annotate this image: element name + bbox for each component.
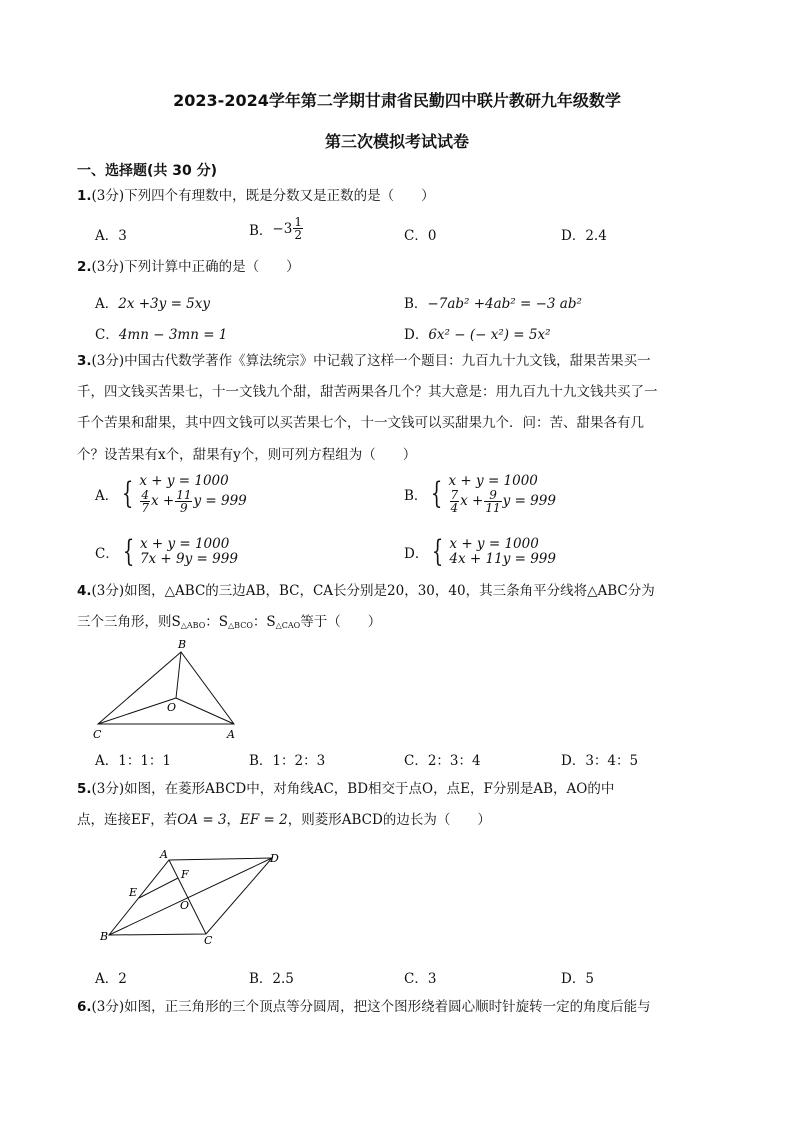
option-label: B． [249,222,273,239]
question-number: 5. [77,781,92,797]
q5-option-b: B．2.5 [249,971,294,987]
equation-system [449,474,556,514]
option-expr: −7ab² +4ab² = −3 ab² [427,296,582,312]
equation: x + y = 1000 [139,536,230,552]
subscript: △ABO [180,621,206,630]
q3-option-a [95,474,247,514]
question-text-line: 如图，正三角形的三个顶点等分圆周，把这个图形绕着圆心顺时针旋转一定的角度后能与 [124,999,651,1015]
question-number: 2. [77,259,92,275]
q2-option-d [404,323,551,343]
q3-option-c [95,534,238,569]
q5-option-c: C．3 [404,971,437,987]
equation [139,489,246,514]
segment-ef [139,878,178,898]
fraction [293,216,303,241]
label-b: B [100,930,109,943]
q1-option-b [249,216,304,241]
math-expr: OA = 3 [177,812,227,828]
question-text-line: 如图，△ABC的三边AB，BC，CA长分别是20，30，40，其三条角平分线将△ABC分为 [124,583,655,599]
option-label: B． [404,296,428,312]
label-o: O [167,701,177,714]
text-fragment: 等于（ ） [300,614,382,630]
fraction-numerator: 4 [141,488,149,502]
equation: x + y = 1000 [448,473,538,489]
question-score: (3分) [91,188,125,204]
label-c: C [93,728,102,741]
question-text-line [77,812,491,828]
q2-option-c [95,323,227,343]
q4-option-a: A．1：1：1 [95,753,172,769]
fraction-denominator: 7 [141,501,149,515]
rhombus-figure [94,846,290,948]
question-number: 4. [77,583,92,599]
question-number: 1. [77,188,92,204]
label-b: B [178,638,187,651]
label-c: C [204,934,213,947]
brace: { [432,534,444,569]
bisector-a [176,698,234,724]
option-label: D． [404,546,429,562]
question-3 [77,353,651,369]
page-subtitle: 第三次模拟考试试卷 [324,132,469,151]
fraction-denominator: 9 [180,501,188,515]
equation-system [139,474,246,514]
q4-option-b: B．1：2：3 [249,753,326,769]
option-label: A． [95,488,119,504]
question-1 [77,188,435,204]
fraction-denominator: 2 [294,228,302,242]
fraction-numerator: 1 [294,215,302,229]
option-label: D． [404,327,429,343]
bisector-c [98,698,176,724]
question-score: (3分) [91,999,125,1015]
text-fragment: ：S [252,614,276,630]
question-text-line [77,614,381,634]
brace: { [122,476,134,511]
bisector-b [176,652,181,698]
question-text-line: 个？设苦果有x个，甜果有y个，则可列方程组为（ ） [77,447,417,463]
question-2 [77,259,300,275]
label-o: O [180,899,190,912]
option-label: C． [95,546,119,562]
label-a: A [160,848,168,861]
q3-option-d [404,534,556,569]
question-4 [77,583,655,599]
triangle-figure [88,634,248,742]
fraction-denominator: 11 [485,501,501,515]
math-expr: EF = 2 [240,812,288,828]
q3-option-b [404,474,556,514]
equation-system [449,537,556,567]
variable-x: x + [150,493,175,509]
text-fragment: 点，连接EF，若 [77,812,178,828]
equation: x + y = 1000 [449,536,539,552]
fraction [175,489,192,514]
equation: 4x + 11y = 999 [449,551,556,567]
equation-tail: y = 999 [193,493,247,509]
label-d: D [270,852,279,865]
q5-option-d: D．5 [561,971,594,987]
q4-option-c: C．2：3：4 [404,753,481,769]
question-number: 6. [77,999,92,1015]
variable-x: x + [460,493,484,509]
label-e: E [129,886,138,899]
question-score: (3分) [91,259,125,275]
fraction-denominator: 4 [450,501,459,515]
question-text-line: 千，四文钱买苦果七，十一文钱九个甜，甜苦两果各几个？其大意是：用九百九十九文钱共买了一 [77,384,658,400]
fraction [450,489,460,514]
q1-option-c: C．0 [404,228,437,244]
question-6 [77,999,651,1015]
text-fragment: ，则菱形ABCD的边长为（ ） [287,812,491,828]
fraction-numerator: 7 [450,488,459,502]
equation: x + y = 1000 [139,473,229,489]
subscript: △CAO [275,621,301,630]
equation [449,489,556,514]
question-5 [77,781,614,797]
question-text-line: 中国古代数学著作《算法统宗》中记载了这样一个题目：九百九十九文钱，甜果苦果买一 [124,353,651,369]
label-f: F [181,868,189,881]
fraction-numerator: 9 [484,489,501,502]
option-label: B． [404,488,428,504]
q5-option-a: A．2 [95,971,127,987]
question-text: 下列四个有理数中，既是分数又是正数的是（ ） [124,188,435,204]
section-heading: 一、选择题(共 30 分) [77,163,218,179]
fraction [140,489,150,514]
fraction [484,489,501,514]
question-text: 下列计算中正确的是（ ） [124,259,300,275]
q2-option-b [404,292,582,312]
question-number: 3. [77,353,92,369]
q1-option-d: D．2.4 [561,228,607,244]
question-score: (3分) [91,353,125,369]
option-expr: 4mn − 3mn = 1 [118,327,228,343]
question-text-line: 如图，在菱形ABCD中，对角线AC，BD相交于点O，点E，F分别是AB，AO的中 [124,781,615,797]
equation: 7x + 9y = 999 [139,551,238,567]
q1-option-a: A．3 [95,228,127,244]
question-text-line: 千个苦果和甜果，其中四文钱可以买苦果七个，十一文钱可以买甜果九个．问：苦、甜果各有几 [77,415,644,431]
option-expr: 6x² − (− x²) = 5x² [428,327,551,343]
text-fragment: ：S [205,614,229,630]
option-label: C． [95,327,119,343]
fraction-numerator: 11 [176,488,192,502]
brace: { [431,476,443,511]
equation-tail: y = 999 [502,493,556,509]
q2-option-a [95,292,210,312]
text-fragment: 三个三角形，则S [77,614,181,630]
option-expr: 2x +3y = 5xy [118,296,210,312]
subscript: △BCO [228,621,253,630]
label-a: A [227,728,235,741]
option-expr: −3 [272,220,293,237]
equation-system [140,537,238,567]
brace: { [122,534,135,569]
question-score: (3分) [91,583,125,599]
q4-option-d: D．3：4：5 [561,753,639,769]
option-label: A． [95,296,119,312]
text-fragment: ， [226,812,241,828]
question-score: (3分) [91,781,125,797]
page-title: 2023-2024学年第二学期甘肃省民勤四中联片教研九年级数学 [173,91,621,110]
triangle-abc [98,652,234,724]
